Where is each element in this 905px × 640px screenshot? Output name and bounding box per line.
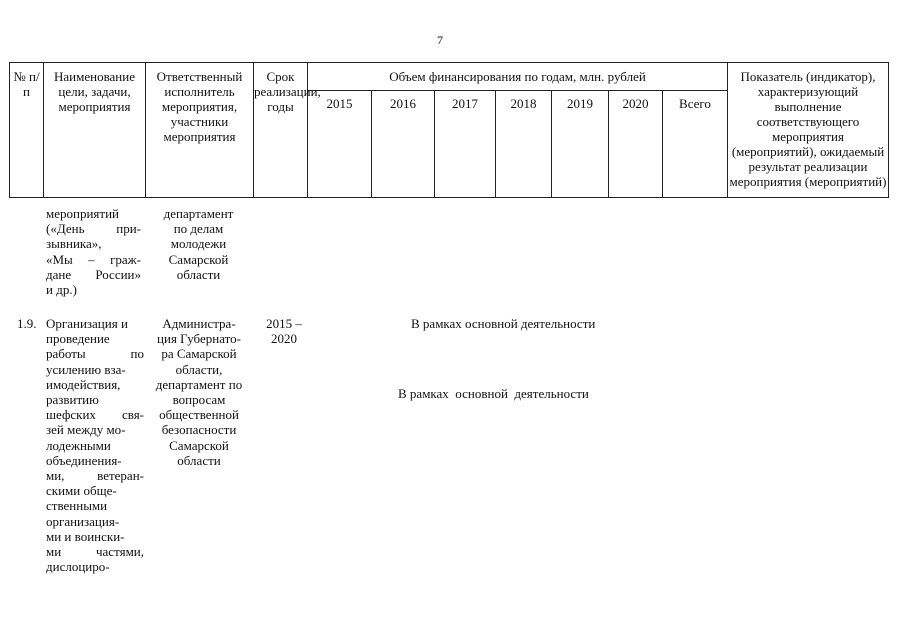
header-finance: Объем финансирования по годам, млн. рублей	[389, 69, 646, 84]
text-line: безопасности	[161, 422, 237, 438]
header-name: Наименование цели, задачи, мероприятия	[54, 69, 135, 114]
row-divider	[307, 90, 727, 91]
header-year: 2019	[567, 96, 593, 111]
header-year: 2017	[452, 96, 478, 111]
text-line: зывника»,	[46, 236, 102, 252]
row-name	[46, 316, 144, 574]
header-term: Срок реализации, годы	[254, 69, 321, 114]
text-line: проведение	[46, 331, 110, 347]
text-line: ми частями,	[46, 544, 144, 560]
text-line: общественной	[159, 407, 239, 423]
continuation-name	[46, 206, 141, 297]
text-line: Организация и	[46, 316, 128, 331]
finance-note: В рамках основной деятельности	[411, 316, 596, 331]
text-line: ми и воински-	[46, 528, 125, 544]
text-line: ра Самарской	[161, 346, 237, 362]
header-indicator: Показатель (индикатор), характеризующий выполнение соответствующего мероприятия (мероприятий), ожидаемый результат реализации мероприятия (мероприятий)	[729, 69, 887, 189]
text-line: «Мы – граж-	[46, 251, 141, 267]
text-line: по делам	[173, 221, 224, 237]
text-line: ственными	[46, 498, 108, 514]
row-term	[254, 316, 314, 346]
header-year: 2015	[326, 96, 353, 111]
row-number: 1.9.	[17, 316, 37, 331]
text-line: («День при-	[46, 221, 141, 237]
text-line: ми, ветеран-	[46, 468, 144, 484]
row-executor	[146, 316, 252, 468]
text-line: зей между мо-	[46, 422, 126, 438]
header-year: 2016	[390, 96, 416, 111]
text-line: Самарской	[169, 437, 229, 453]
text-line: департамент по	[155, 376, 243, 392]
table-header	[9, 62, 889, 198]
finance-note: В рамках основной деятельности	[398, 386, 589, 401]
text-line: области	[177, 452, 221, 468]
text-line: области,	[175, 361, 223, 377]
text-line: 2020	[271, 331, 297, 347]
text-line: лодежными	[46, 437, 111, 453]
header-executor: Ответственный исполнитель мероприятия, участники мероприятия	[156, 69, 243, 144]
text-line: мероприятий	[46, 206, 119, 221]
text-line: развитию	[46, 392, 99, 408]
text-line: 2015 –	[266, 316, 302, 331]
header-year: 2018	[510, 96, 537, 111]
header-total: Всего	[679, 96, 711, 111]
text-line: дислоциро-	[46, 559, 110, 575]
text-line: работы по	[46, 346, 144, 362]
page-number: 7	[437, 33, 443, 47]
text-line: вопросам	[172, 392, 226, 408]
text-line: имодействия,	[46, 376, 121, 392]
header-num: № п/п	[13, 69, 40, 99]
text-line: департамент	[163, 206, 234, 221]
text-line: дане России»	[46, 266, 141, 282]
text-line: усилению вза-	[46, 361, 126, 377]
text-line: организация-	[46, 513, 120, 529]
text-line: молодежи	[170, 236, 227, 252]
text-line: шефских свя-	[46, 407, 144, 423]
continuation-executor	[146, 206, 251, 282]
text-line: и др.)	[46, 282, 77, 298]
text-line: объединения-	[46, 452, 122, 468]
text-line: ция Губернато-	[157, 331, 241, 347]
header-year: 2020	[622, 96, 649, 111]
text-line: скими обще-	[46, 483, 117, 499]
text-line: Самарской	[168, 251, 229, 267]
text-line: области	[176, 266, 221, 282]
text-line: Администра-	[162, 316, 236, 331]
